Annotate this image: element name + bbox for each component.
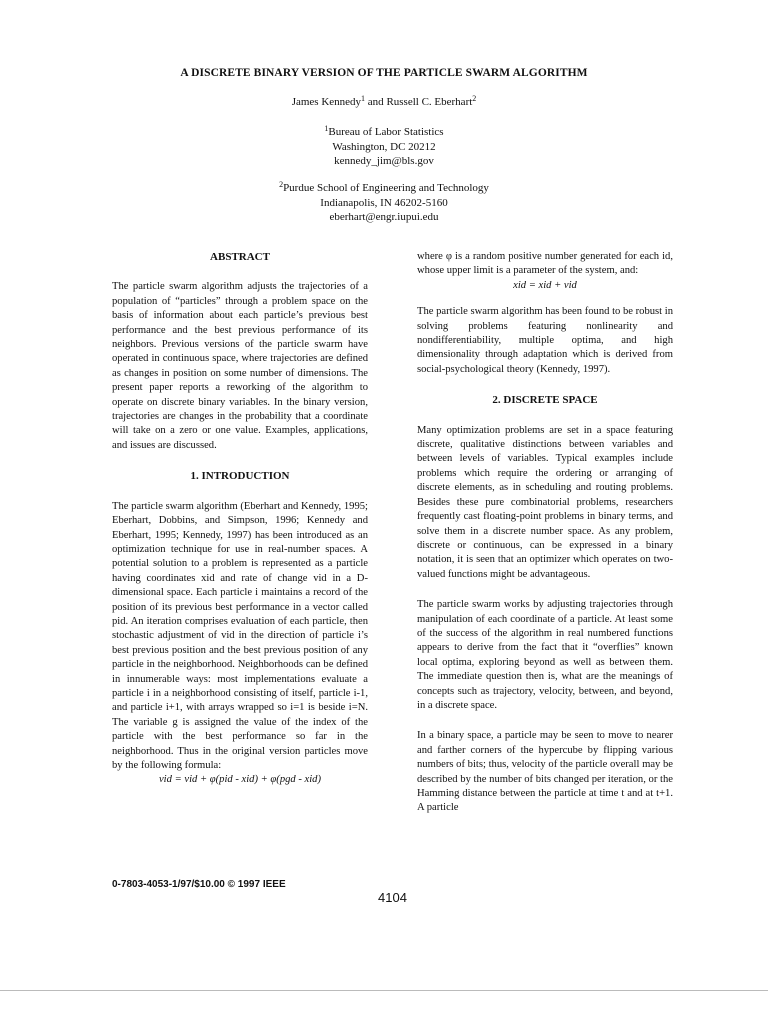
affil-1-org: Bureau of Labor Statistics	[328, 126, 444, 138]
velocity-update-formula: vid = vid + φ(pid - xid) + φ(pgd - xid)	[158, 774, 321, 786]
discrete-space-paragraph-1: Many optimization problems are set in a space featuring discrete, qualitative distinctions between variables and between levels of variables. Typical examples include problems which require the ordering or arranging of discrete elements, as in scheduling and routing problems. Besides these pure combinatorial problems, researchers frequently cast floating-point problems in binary terms, and solve them in a discrete number space. As any problem, discrete or continuous, can be expressed in a binary notation, it is seen that an optimizer which operates on two-valued functions might be advantageous.	[417, 424, 673, 580]
affil-1-address: Washington, DC 20212	[332, 140, 436, 153]
page-number: 4104	[378, 890, 407, 905]
left-column	[112, 250, 368, 788]
discrete-space-heading: 2. DISCRETE SPACE	[492, 394, 598, 407]
paper-title: A DISCRETE BINARY VERSION OF THE PARTICLE SWARM ALGORITHM	[180, 67, 588, 79]
affil-2-mark: 2	[279, 180, 284, 189]
abstract-heading: ABSTRACT	[210, 251, 270, 263]
author-kennedy: James Kennedy	[291, 96, 362, 108]
affil-2-address: Indianapolis, IN 46202-5160	[320, 196, 448, 209]
copyright-line: 0-7803-4053-1/97/$10.00 © 1997 IEEE	[112, 879, 286, 890]
author-conjunction: and	[365, 96, 387, 108]
author-eberhart: Russell C. Eberhart	[386, 96, 473, 108]
discrete-space-paragraph-3: In a binary space, a particle may be seen to move to nearer and farther corners of the hypercube by flipping various numbers of bits; thus, velocity of the particle overall may be described by the number of bits changed per iteration, or the Hamming distance between the particle at time t and at t+1. A particle	[417, 730, 673, 814]
phi-definition-paragraph: where φ is a random positive number generated for each id, whose upper limit is a parameter of the system, and:	[417, 251, 673, 277]
introduction-text: The particle swarm algorithm (Eberhart and Kennedy, 1995; Eberhart, Dobbins, and Simpson, 1996; Kennedy and Eberhart, 1995; Kennedy, 1997) has been introduced as an optimization technique for use in real-number spaces. A potential solution to a problem is represented as a particle having coordinates xid and rate of change vid in a D-dimensional space. Each particle i maintains a record of the position of its previous best performance in a vector called pid. An iteration comprises evaluation of each particle, then stochastic adjustment of vid in the direction of particle i’s best previous position and the best previous position of any particle in the neighborhood. Neighborhoods can be defined in innumerable ways: most implementations evaluate a particle i in a neighborhood consisting of itself, particle i-1, and particle i+1, with arrays wrapped so i=1 is beside i=N. The variable g is assigned the value of the index of the particle with the best performance so far in the neighborhood. Thus in the original version particles move by the following formula:	[112, 500, 368, 771]
affil-2-email: eberhart@engr.iupui.edu	[329, 211, 439, 223]
author-kennedy-affil-mark: 1	[361, 94, 366, 103]
affiliation-bls	[0, 122, 768, 169]
author-eberhart-affil-mark: 2	[472, 94, 477, 103]
affil-1-email: kennedy_jim@bls.gov	[334, 155, 434, 167]
affil-2-org: Purdue School of Engineering and Technology	[283, 182, 489, 194]
abstract-text: The particle swarm algorithm adjusts the trajectories of a population of “particles” through a problem space on the basis of information about each particle’s previous best performance and the best previous performance of its neighbors. Previous versions of the particle swarm have operated in continuous space, where trajectories are defined as changes in position on some number of dimensions. The present paper reports a reworking of the algorithm to operate on discrete binary variables. In the binary version, trajectories are changes in the probability that a coordinate will take on a zero or one value. Examples, applications, and issues are discussed.	[112, 281, 368, 451]
discrete-space-paragraph-2: The particle swarm works by adjusting trajectories through manipulation of each coordinate of a particle. At least some of the success of the algorithm in real numbered functions appears to derive from the fact that it “overflies” known local optima, exploring beyond as well as between them. The immediate question then is, what are the meanings of concepts such as trajectory, velocity, between, and beyond, in a discrete space.	[417, 599, 673, 711]
right-column	[417, 250, 673, 816]
author-line	[0, 94, 768, 108]
affil-1-mark: 1	[324, 124, 329, 133]
position-update-formula: xid = xid + vid	[513, 279, 577, 291]
page-bottom-rule	[0, 990, 768, 991]
robustness-paragraph: The particle swarm algorithm has been found to be robust in solving problems featuring nonlinearity and nondifferentiability, multiple optima, and high dimensionality through adaptation which is derived from social-psychological theory (Kennedy, 1997).	[417, 306, 673, 375]
affiliation-purdue	[0, 178, 768, 225]
introduction-heading: 1. INTRODUCTION	[190, 470, 290, 483]
